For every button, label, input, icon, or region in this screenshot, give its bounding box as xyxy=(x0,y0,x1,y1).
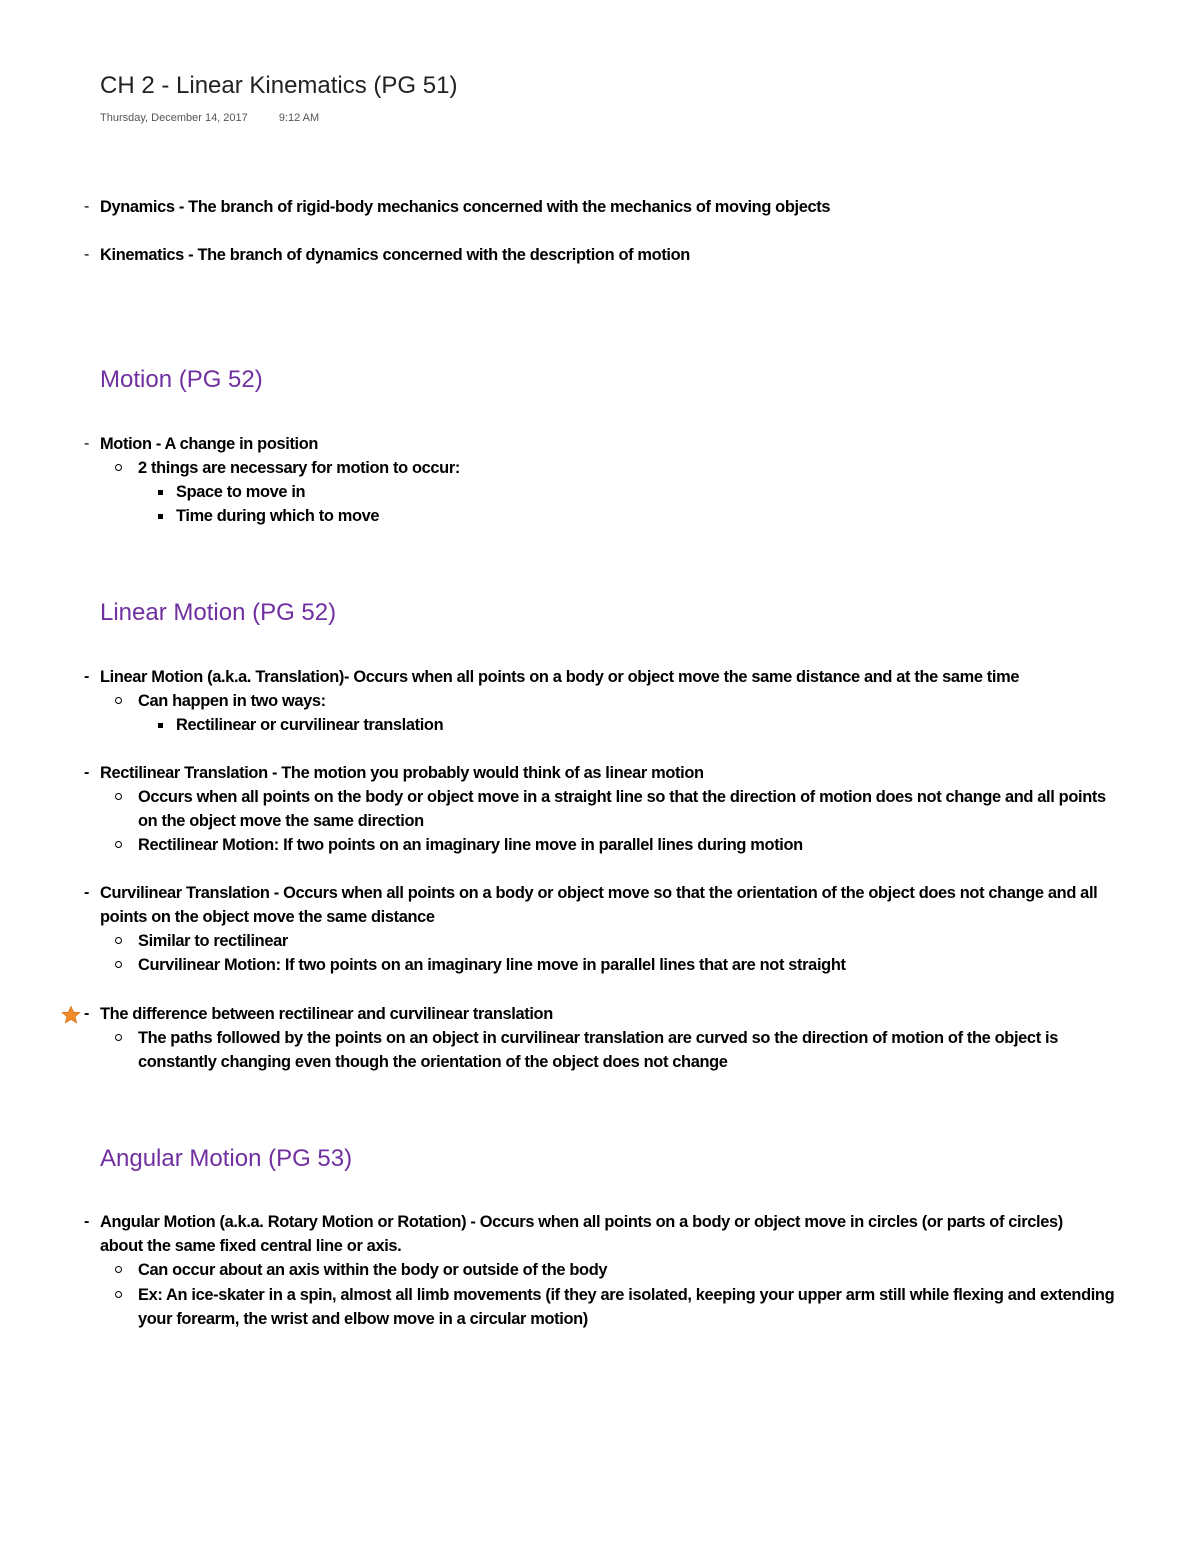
sub-item-continuation: your forearm, the wrist and elbow move in a circular motion) xyxy=(138,1310,588,1328)
sub-sub-item-text: Rectilinear or curvilinear translation xyxy=(176,716,444,734)
sub-sub-item-translation xyxy=(176,713,443,737)
sub-item-text: Curvilinear Motion: If two points on an imaginary line move in parallel lines that are not straight xyxy=(138,956,846,974)
section-heading-linear-motion: Linear Motion (PG 52) xyxy=(100,599,337,626)
dash-bullet: - xyxy=(84,884,89,901)
sub-item-text: Occurs when all points on the body or object move in a straight line so that the direction of motion does not change and all points xyxy=(138,788,1106,806)
sub-item-text: Rectilinear Motion: If two points on an imaginary line move in parallel lines during motion xyxy=(138,836,803,854)
list-item-motion xyxy=(84,432,319,456)
circle-bullet xyxy=(115,1266,122,1273)
sub-item-similar xyxy=(138,929,288,953)
term-angular-motion: Angular Motion (a.k.a. Rotary Motion or Rotation) xyxy=(100,1213,467,1231)
sub-item-straight-line xyxy=(138,785,1106,809)
sub-item-text: Can happen in two ways: xyxy=(138,692,326,710)
sub-item-text: 2 things are necessary for motion to occur: xyxy=(138,459,460,477)
term-curvilinear: Curvilinear Translation xyxy=(100,884,270,902)
definition-text: - Occurs when all points on a body or object move in circles (or parts of circles) xyxy=(466,1213,1063,1231)
term-linear-motion: Linear Motion (a.k.a. Translation) xyxy=(100,668,345,686)
square-bullet xyxy=(158,514,163,519)
circle-bullet xyxy=(115,961,122,968)
term-motion: Motion xyxy=(100,435,152,453)
term-kinematics: Kinematics xyxy=(100,246,184,264)
page-time: 9:12 AM xyxy=(278,112,320,124)
list-item-continuation: points on the object move the same distance xyxy=(100,908,435,926)
sub-item-text: The paths followed by the points on an object in curvilinear translation are curved so the direction of motion of the object is xyxy=(138,1029,1058,1047)
sub-item-continuation: on the object move the same direction xyxy=(138,812,424,830)
list-item-rectilinear xyxy=(84,761,704,785)
list-item-dynamics xyxy=(84,195,831,219)
list-item-angular-motion xyxy=(84,1210,1063,1234)
sub-sub-item-text: Space to move in xyxy=(176,483,306,501)
page-title: CH 2 - Linear Kinematics (PG 51) xyxy=(100,72,458,99)
circle-bullet xyxy=(115,793,122,800)
term-dynamics: Dynamics xyxy=(100,198,175,216)
list-item-continuation: about the same fixed central line or axis. xyxy=(100,1237,402,1255)
page-timestamp xyxy=(100,112,319,124)
section-heading-motion: Motion (PG 52) xyxy=(100,366,263,393)
difference-text: The difference between rectilinear and curvilinear translation xyxy=(100,1005,553,1023)
circle-bullet xyxy=(115,697,122,704)
sub-sub-item-time xyxy=(176,504,379,528)
dash-bullet: - xyxy=(84,246,89,263)
sub-item-continuation: constantly changing even though the orientation of the object does not change xyxy=(138,1053,728,1071)
dash-bullet: - xyxy=(84,668,89,685)
sub-item-two-ways xyxy=(138,689,326,713)
circle-bullet xyxy=(115,1034,122,1041)
dash-bullet: - xyxy=(84,1213,89,1230)
term-rectilinear: Rectilinear Translation xyxy=(100,764,272,782)
dash-bullet: - xyxy=(84,764,89,781)
sub-item-necessary xyxy=(138,456,460,480)
circle-bullet xyxy=(115,937,122,944)
list-item-curvilinear xyxy=(84,881,1098,905)
definition-text: - Occurs when all points on a body or object move the same distance and at the same time xyxy=(344,668,1020,686)
square-bullet xyxy=(158,490,163,495)
dash-bullet: - xyxy=(84,198,89,215)
definition-text: - The motion you probably would think of as linear motion xyxy=(271,764,704,782)
important-star-icon xyxy=(61,1005,81,1025)
sub-item-rectilinear-motion xyxy=(138,833,803,857)
circle-bullet xyxy=(115,841,122,848)
sub-sub-item-space xyxy=(176,480,305,504)
sub-item-text: Can occur about an axis within the body or outside of the body xyxy=(138,1261,608,1279)
sub-item-text: Ex: An ice-skater in a spin, almost all limb movements (if they are isolated, keeping your upper arm still while flexing and extending xyxy=(138,1286,1115,1304)
sub-sub-item-text: Time during which to move xyxy=(176,507,380,525)
list-item-linear-motion xyxy=(84,665,1020,689)
dash-bullet: - xyxy=(84,435,89,452)
definition-text: - The branch of dynamics concerned with the description of motion xyxy=(183,246,690,264)
sub-item-text: Similar to rectilinear xyxy=(138,932,288,950)
dash-bullet: - xyxy=(84,1005,89,1022)
sub-item-example xyxy=(138,1283,1114,1307)
section-heading-angular-motion: Angular Motion (PG 53) xyxy=(100,1145,353,1172)
definition-text: - A change in position xyxy=(151,435,319,453)
definition-text: - Occurs when all points on a body or object move so that the orientation of the object does not change and all xyxy=(269,884,1098,902)
circle-bullet xyxy=(115,464,122,471)
definition-text: - The branch of rigid-body mechanics concerned with the mechanics of moving objects xyxy=(174,198,831,216)
list-item-kinematics xyxy=(84,243,690,267)
sub-item-axis xyxy=(138,1258,607,1282)
page-date: Thursday, December 14, 2017 xyxy=(100,112,248,124)
list-item-difference xyxy=(84,1002,553,1026)
sub-item-paths xyxy=(138,1026,1058,1050)
square-bullet xyxy=(158,723,163,728)
circle-bullet xyxy=(115,1291,122,1298)
sub-item-curvilinear-motion xyxy=(138,953,846,977)
